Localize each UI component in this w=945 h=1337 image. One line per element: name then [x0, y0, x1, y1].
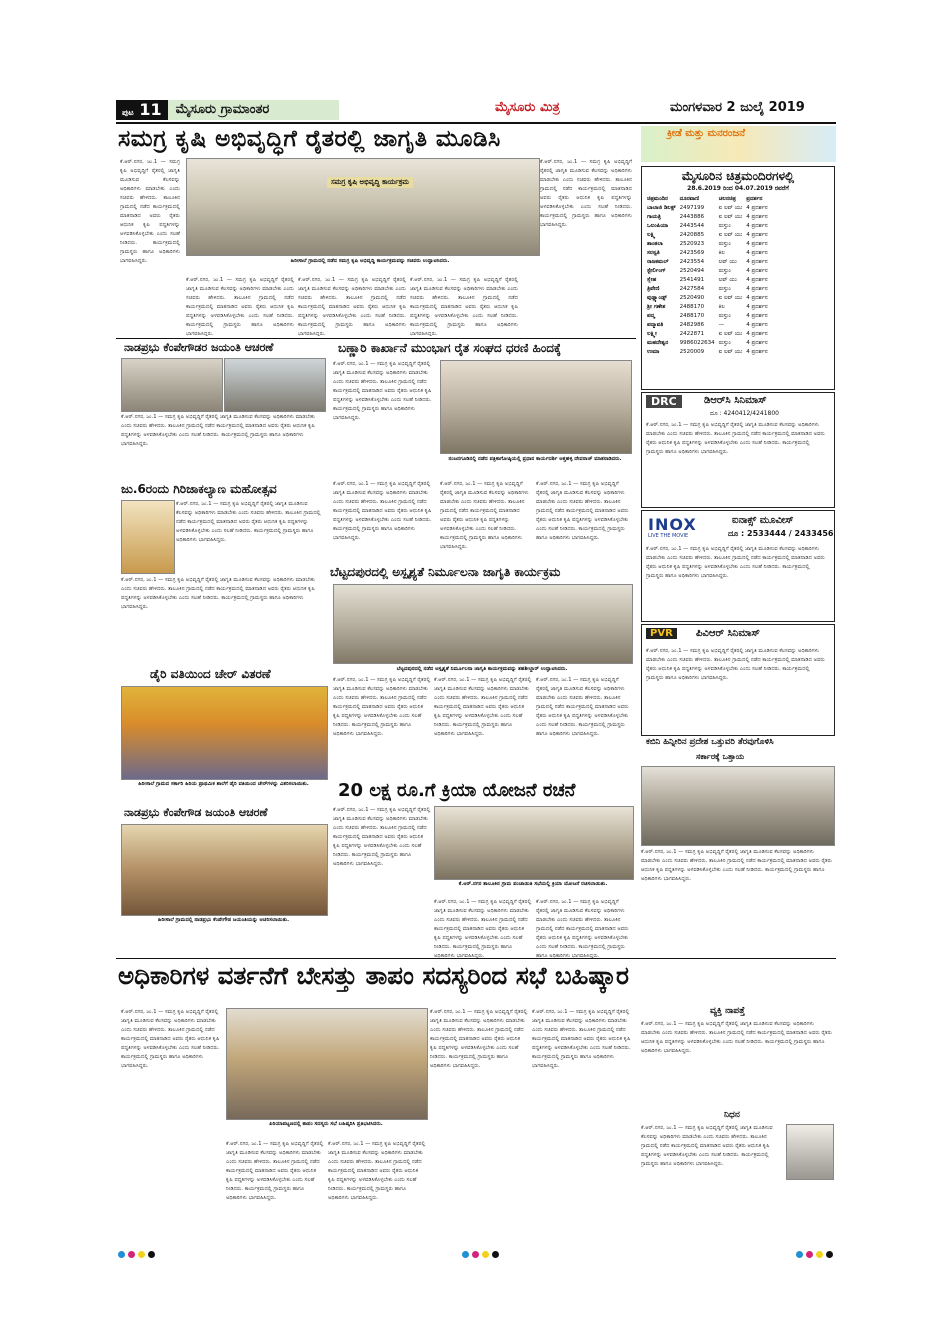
cinema-cell: ಕಿಲ — [718, 304, 725, 310]
main-story-photo — [186, 158, 540, 256]
cinema-row — [645, 240, 770, 249]
cinema-column-header: ಪ್ರದರ್ಶನ — [746, 196, 763, 202]
cinema-row — [645, 258, 770, 267]
girija-text: ಕೆ.ಆರ್.ನಗರ, ಜು.1 — ಸಮಗ್ರ ಕೃಷಿ ಅಭಿವೃದ್ಧಿಗೆ ರೈತರಲ್ಲಿ ಜಾಗೃತಿ ಮೂಡಿಸುವ ಕೆಲಸವನ್ನು ಅಧಿಕಾರಿಗಳು ಮಾಡಬೇಕು ಎಂದು ಸಚಿವರು ಹೇಳಿದರು. ತಾಲೂಕಿನ ಗ್ರಾಮದಲ್ಲಿ ನಡೆದ ಕಾರ್ಯಕ್ರಮದಲ್ಲಿ ಮಾತನಾಡಿದ ಅವರು ರೈತರು ಆಧುನಿಕ ಕೃಷಿ ಪದ್ಧತಿಗಳನ್ನು ಅಳವಡಿಸಿಕೊಳ್ಳಬೇಕು ಎಂದು ಸಲಹೆ ನೀಡಿದರು. ಕಾರ್ಯಕ್ರಮದಲ್ಲಿ ಗ್ರಾಮಸ್ಥರು ಹಾಗೂ ಅಧಿಕಾರಿಗಳು ಭಾಗವಹಿಸಿದ್ದರು. — [176, 501, 321, 543]
cinema-cell: ರುಸ್ತುಂ — [718, 340, 731, 346]
page-number: 11 — [139, 100, 162, 119]
cinema-cell: — — [718, 322, 725, 328]
kaveri-headline: ಕಬಿನಿ ಹಿನ್ನೀರಿನ ಪ್ರದೇಶ ಒತ್ತುವರಿ ತೆರವುಗೊಳಿಸಿ — [646, 737, 774, 747]
cinema-cell: ಐ ಲವ್ ಯು — [718, 349, 743, 355]
boycott-text-3: ಕೆ.ಆರ್.ನಗರ, ಜು.1 — ಸಮಗ್ರ ಕೃಷಿ ಅಭಿವೃದ್ಧಿಗೆ ರೈತರಲ್ಲಿ ಜಾಗೃತಿ ಮೂಡಿಸುವ ಕೆಲಸವನ್ನು ಅಧಿಕಾರಿಗಳು ಮಾಡಬೇಕು ಎಂದು ಸಚಿವರು ಹೇಳಿದರು. ತಾಲೂಕಿನ ಗ್ರಾಮದಲ್ಲಿ ನಡೆದ ಕಾರ್ಯಕ್ರಮದಲ್ಲಿ ಮಾತನಾಡಿದ ಅವರು ರೈತರು ಆಧುನಿಕ ಕೃಷಿ ಪದ್ಧತಿಗಳನ್ನು ಅಳವಡಿಸಿಕೊಳ್ಳಬೇಕು ಎಂದು ಸಲಹೆ ನೀಡಿದರು. ಕಾರ್ಯಕ್ರಮದಲ್ಲಿ ಗ್ರಾಮಸ್ಥರು ಹಾಗೂ ಅಧಿಕಾರಿಗಳು ಭಾಗವಹಿಸಿದ್ದರು. — [328, 1141, 426, 1201]
cinema-cell: ರುಸ್ತುಂ — [718, 241, 731, 247]
cinema-row — [645, 213, 770, 222]
drc-title: ಡಿಆರ್‌ಸಿ ಸಿನಿಮಾಸ್ — [704, 395, 767, 406]
cinema-cell: 9986022634 — [679, 340, 715, 346]
cinema-cell: ಐ ಲವ್ ಯು — [718, 331, 743, 337]
cinema-cell: 4 ಪ್ರದರ್ಶನ — [746, 304, 768, 310]
issue-date: ಮಂಗಳವಾರ 2 ಜುಲೈ 2019 — [670, 100, 805, 115]
drc-shows: ಕೆ.ಆರ್.ನಗರ, ಜು.1 — ಸಮಗ್ರ ಕೃಷಿ ಅಭಿವೃದ್ಧಿಗೆ ರೈತರಲ್ಲಿ ಜಾಗೃತಿ ಮೂಡಿಸುವ ಕೆಲಸವನ್ನು ಅಧಿಕಾರಿಗಳು ಮಾಡಬೇಕು ಎಂದು ಸಚಿವರು ಹೇಳಿದರು. ತಾಲೂಕಿನ ಗ್ರಾಮದಲ್ಲಿ ನಡೆದ ಕಾರ್ಯಕ್ರಮದಲ್ಲಿ ಮಾತನಾಡಿದ ಅವರು ರೈತರು ಆಧುನಿಕ ಕೃಷಿ ಪದ್ಧತಿಗಳನ್ನು ಅಳವಡಿಸಿಕೊಳ್ಳಬೇಕು ಎಂದು ಸಲಹೆ ನೀಡಿದರು. ಕಾರ್ಯಕ್ರಮದಲ್ಲಿ ಗ್ರಾಮಸ್ಥರು ಹಾಗೂ ಅಧಿಕಾರಿಗಳು ಭಾಗವಹಿಸಿದ್ದರು. — [646, 422, 825, 455]
cinema-cell: ಪದ್ಮ — [647, 313, 655, 319]
cinema-cell: 4 ಪ್ರದರ್ಶನ — [746, 349, 768, 355]
kempegowda-photo-1b — [224, 358, 326, 412]
action-plan-text-1: ಕೆ.ಆರ್.ನಗರ, ಜು.1 — ಸಮಗ್ರ ಕೃಷಿ ಅಭಿವೃದ್ಧಿಗೆ ರೈತರಲ್ಲಿ ಜಾಗೃತಿ ಮೂಡಿಸುವ ಕೆಲಸವನ್ನು ಅಧಿಕಾರಿಗಳು ಮಾಡಬೇಕು ಎಂದು ಸಚಿವರು ಹೇಳಿದರು. ತಾಲೂಕಿನ ಗ್ರಾಮದಲ್ಲಿ ನಡೆದ ಕಾರ್ಯಕ್ರಮದಲ್ಲಿ ಮಾತನಾಡಿದ ಅವರು ರೈತರು ಆಧುನಿಕ ಕೃಷಿ ಪದ್ಧತಿಗಳನ್ನು ಅಳವಡಿಸಿಕೊಳ್ಳಬೇಕು ಎಂದು ಸಲಹೆ ನೀಡಿದರು. ಕಾರ್ಯಕ್ರಮದಲ್ಲಿ ಗ್ರಾಮಸ್ಥರು ಹಾಗೂ ಅಧಿಕಾರಿಗಳು ಭಾಗವಹಿಸಿದ್ದರು. — [333, 807, 431, 867]
cinema-cell: 2420885 — [679, 232, 705, 238]
cinema-cell: ಒಲಂಪಿಯಾ — [647, 223, 669, 229]
drc-phone: ದೂ : 4240412/4241800 — [710, 410, 780, 417]
cheer-headline: ಡೈರಿ ವತಿಯಿಂದ ಚೇರ್ ವಿತರಣೆ — [150, 667, 271, 681]
cinema-cell: 2422871 — [679, 331, 705, 337]
cinema-cell: ಶ್ರೀ ಗಣೇಶ — [647, 304, 666, 310]
cinema-cell: ಸ್ನೇಹ — [647, 277, 657, 283]
inox-title: ಐನಾಕ್ಸ್ ಮೂವೀಸ್ — [732, 515, 794, 526]
main-story-col-4: ಕೆ.ಆರ್.ನಗರ, ಜು.1 — ಸಮಗ್ರ ಕೃಷಿ ಅಭಿವೃದ್ಧಿಗೆ ರೈತರಲ್ಲಿ ಜಾಗೃತಿ ಮೂಡಿಸುವ ಕೆಲಸವನ್ನು ಅಧಿಕಾರಿಗಳು ಮಾಡಬೇಕು ಎಂದು ಸಚಿವರು ಹೇಳಿದರು. ತಾಲೂಕಿನ ಗ್ರಾಮದಲ್ಲಿ ನಡೆದ ಕಾರ್ಯಕ್ರಮದಲ್ಲಿ ಮಾತನಾಡಿದ ಅವರು ರೈತರು ಆಧುನಿಕ ಕೃಷಿ ಪದ್ಧತಿಗಳನ್ನು ಅಳವಡಿಸಿಕೊಳ್ಳಬೇಕು ಎಂದು ಸಲಹೆ ನೀಡಿದರು. ಕಾರ್ಯಕ್ರಮದಲ್ಲಿ ಗ್ರಾಮಸ್ಥರು ಹಾಗೂ ಅಧಿಕಾರಿಗಳು ಭಾಗವಹಿಸಿದ್ದರು. — [410, 277, 518, 336]
cinema-column-header: ಚಿತ್ರಮಂದಿರ — [647, 196, 668, 202]
divider — [116, 338, 636, 339]
obituary-heading: ನಿಧನ — [724, 1110, 740, 1120]
cinema-cell: 4 ಪ್ರದರ್ಶನ — [746, 277, 768, 283]
page-number-badge — [116, 100, 168, 120]
cinema-cell: ರುಸ್ತುಂ — [718, 223, 731, 229]
girija-headline: ಜು.6ರಂದು ಗಿರಿಜಾಕಲ್ಯಾಣ ಮಹೋತ್ಸವ — [121, 482, 277, 496]
temple-photo — [121, 500, 175, 574]
cinema-cell: ಸರಸ್ವತಿ — [647, 250, 660, 256]
cinema-cell: 4 ಪ್ರದರ್ಶನ — [746, 331, 768, 337]
cinema-cell: ಮಹದೇಶ್ವರ — [647, 340, 669, 346]
cheer-caption: ಹಿರೀಸಾಲೆ ಗ್ರಾಮದ ಸರ್ಕಾರಿ ಹಿರಿಯ ಪ್ರಾಥಮಿಕ ಶಾಲೆಗೆ ಡೈರಿ ವತಿಯಿಂದ ಚೇರ್‌ಗಳನ್ನು ವಿತರಿಸಲಾಯಿತು. — [138, 781, 309, 787]
kempegowda-photo-2 — [121, 824, 328, 916]
cinema-row — [645, 231, 770, 240]
cinema-cell: ಕಿಲ — [718, 250, 725, 256]
cinema-cell: ಶಾಂತಲಾ — [647, 241, 663, 247]
kempegowda-caption-2: ಹಿರೀಸಾಲೆ ಗ್ರಾಮದಲ್ಲಿ ನಾಡಪ್ರಭು ಕೆಂಪೇಗೌಡ ಜಯಂತಿಯನ್ನು ಆಚರಿಸಲಾಯಿತು. — [157, 917, 290, 923]
pvr-box — [641, 624, 835, 736]
main-photo-caption: ಹಿರೀಸಾಲೆ ಗ್ರಾಮದಲ್ಲಿ ನಡೆದ ಸಮಗ್ರ ಕೃಷಿ ಅಭಿವೃದ್ಧಿ ಕಾರ್ಯಕ್ರಮವನ್ನು ಸಚಿವರು ಉದ್ಘಾಟಿಸಿದರು. — [290, 258, 450, 264]
kempegowda-headline-2: ನಾಡಪ್ರಭು ಕೆಂಪೇಗೌಡ ಜಯಂತಿ ಆಚರಣೆ — [124, 806, 268, 819]
cinema-cell: ಲವ್ ಯು — [718, 259, 737, 265]
cinema-row — [645, 321, 770, 330]
cinema-column-header: ದೂರವಾಣಿ — [679, 196, 699, 202]
cinema-cell: 2520490 — [679, 295, 705, 301]
main-story-col-2: ಕೆ.ಆರ್.ನಗರ, ಜು.1 — ಸಮಗ್ರ ಕೃಷಿ ಅಭಿವೃದ್ಧಿಗೆ ರೈತರಲ್ಲಿ ಜಾಗೃತಿ ಮೂಡಿಸುವ ಕೆಲಸವನ್ನು ಅಧಿಕಾರಿಗಳು ಮಾಡಬೇಕು ಎಂದು ಸಚಿವರು ಹೇಳಿದರು. ತಾಲೂಕಿನ ಗ್ರಾಮದಲ್ಲಿ ನಡೆದ ಕಾರ್ಯಕ್ರಮದಲ್ಲಿ ಮಾತನಾಡಿದ ಅವರು ರೈತರು ಆಧುನಿಕ ಕೃಷಿ ಪದ್ಧತಿಗಳನ್ನು ಅಳವಡಿಸಿಕೊಳ್ಳಬೇಕು ಎಂದು ಸಲಹೆ ನೀಡಿದರು. ಕಾರ್ಯಕ್ರಮದಲ್ಲಿ ಗ್ರಾಮಸ್ಥರು ಹಾಗೂ ಅಧಿಕಾರಿಗಳು ಭಾಗವಹಿಸಿದ್ದರು. — [186, 277, 294, 336]
cinema-cell: ರುಸ್ತುಂ — [718, 313, 731, 319]
cinema-cell: 4 ಪ್ರದರ್ಶನ — [746, 340, 768, 346]
cinema-cell: ಉಮಾ — [647, 349, 660, 355]
inox-box — [641, 510, 835, 622]
cinema-row — [645, 303, 770, 312]
cinema-cell: 2423569 — [679, 250, 705, 256]
cinema-row — [645, 276, 770, 285]
cinema-cell: 2488170 — [679, 304, 705, 310]
farmers-text-4: ಕೆ.ಆರ್.ನಗರ, ಜು.1 — ಸಮಗ್ರ ಕೃಷಿ ಅಭಿವೃದ್ಧಿಗೆ ರೈತರಲ್ಲಿ ಜಾಗೃತಿ ಮೂಡಿಸುವ ಕೆಲಸವನ್ನು ಅಧಿಕಾರಿಗಳು ಮಾಡಬೇಕು ಎಂದು ಸಚಿವರು ಹೇಳಿದರು. ತಾಲೂಕಿನ ಗ್ರಾಮದಲ್ಲಿ ನಡೆದ ಕಾರ್ಯಕ್ರಮದಲ್ಲಿ ಮಾತನಾಡಿದ ಅವರು ರೈತರು ಆಧುನಿಕ ಕೃಷಿ ಪದ್ಧತಿಗಳನ್ನು ಅಳವಡಿಸಿಕೊಳ್ಳಬೇಕು ಎಂದು ಸಲಹೆ ನೀಡಿದರು. ಕಾರ್ಯಕ್ರಮದಲ್ಲಿ ಗ್ರಾಮಸ್ಥರು ಹಾಗೂ ಅಧಿಕಾರಿಗಳು ಭಾಗವಹಿಸಿದ್ದರು. — [536, 481, 629, 541]
cinema-table — [645, 195, 770, 357]
section-name: ಮೈಸೂರು ಗ್ರಾಮಾಂತರ — [168, 100, 340, 120]
registration-marks-center — [462, 1243, 502, 1262]
action-plan-text-2: ಕೆ.ಆರ್.ನಗರ, ಜು.1 — ಸಮಗ್ರ ಕೃಷಿ ಅಭಿವೃದ್ಧಿಗೆ ರೈತರಲ್ಲಿ ಜಾಗೃತಿ ಮೂಡಿಸುವ ಕೆಲಸವನ್ನು ಅಧಿಕಾರಿಗಳು ಮಾಡಬೇಕು ಎಂದು ಸಚಿವರು ಹೇಳಿದರು. ತಾಲೂಕಿನ ಗ್ರಾಮದಲ್ಲಿ ನಡೆದ ಕಾರ್ಯಕ್ರಮದಲ್ಲಿ ಮಾತನಾಡಿದ ಅವರು ರೈತರು ಆಧುನಿಕ ಕೃಷಿ ಪದ್ಧತಿಗಳನ್ನು ಅಳವಡಿಸಿಕೊಳ್ಳಬೇಕು ಎಂದು ಸಲಹೆ ನೀಡಿದರು. ಕಾರ್ಯಕ್ರಮದಲ್ಲಿ ಗ್ರಾಮಸ್ಥರು ಹಾಗೂ ಅಧಿಕಾರಿಗಳು ಭಾಗವಹಿಸಿದ್ದರು. — [434, 899, 532, 958]
inox-shows: ಕೆ.ಆರ್.ನಗರ, ಜು.1 — ಸಮಗ್ರ ಕೃಷಿ ಅಭಿವೃದ್ಧಿಗೆ ರೈತರಲ್ಲಿ ಜಾಗೃತಿ ಮೂಡಿಸುವ ಕೆಲಸವನ್ನು ಅಧಿಕಾರಿಗಳು ಮಾಡಬೇಕು ಎಂದು ಸಚಿವರು ಹೇಳಿದರು. ತಾಲೂಕಿನ ಗ್ರಾಮದಲ್ಲಿ ನಡೆದ ಕಾರ್ಯಕ್ರಮದಲ್ಲಿ ಮಾತನಾಡಿದ ಅವರು ರೈತರು ಆಧುನಿಕ ಕೃಷಿ ಪದ್ಧತಿಗಳನ್ನು ಅಳವಡಿಸಿಕೊಳ್ಳಬೇಕು ಎಂದು ಸಲಹೆ ನೀಡಿದರು. ಕಾರ್ಯಕ್ರಮದಲ್ಲಿ ಗ್ರಾಮಸ್ಥರು ಹಾಗೂ ಅಧಿಕಾರಿಗಳು ಭಾಗವಹಿಸಿದ್ದರು. — [646, 546, 825, 579]
cinema-cell: ರುಸ್ತುಂ — [718, 286, 731, 292]
action-plan-headline: 20 ಲಕ್ಷ ರೂ.ಗೆ ಕ್ರಿಯಾ ಯೋಜನೆ ರಚನೆ — [338, 780, 576, 801]
divider — [116, 958, 836, 959]
cinema-cell: 2520009 — [679, 349, 705, 355]
boycott-text-5: ಕೆ.ಆರ್.ನಗರ, ಜು.1 — ಸಮಗ್ರ ಕೃಷಿ ಅಭಿವೃದ್ಧಿಗೆ ರೈತರಲ್ಲಿ ಜಾಗೃತಿ ಮೂಡಿಸುವ ಕೆಲಸವನ್ನು ಅಧಿಕಾರಿಗಳು ಮಾಡಬೇಕು ಎಂದು ಸಚಿವರು ಹೇಳಿದರು. ತಾಲೂಕಿನ ಗ್ರಾಮದಲ್ಲಿ ನಡೆದ ಕಾರ್ಯಕ್ರಮದಲ್ಲಿ ಮಾತನಾಡಿದ ಅವರು ರೈತರು ಆಧುನಿಕ ಕೃಷಿ ಪದ್ಧತಿಗಳನ್ನು ಅಳವಡಿಸಿಕೊಳ್ಳಬೇಕು ಎಂದು ಸಲಹೆ ನೀಡಿದರು. ಕಾರ್ಯಕ್ರಮದಲ್ಲಿ ಗ್ರಾಮಸ್ಥರು ಹಾಗೂ ಅಧಿಕಾರಿಗಳು ಭಾಗವಹಿಸಿದ್ದರು. — [532, 1009, 631, 1069]
sports-banner-title: ಕ್ರೀಡೆ ಮತ್ತು ಮನರಂಜನೆ — [667, 128, 746, 139]
cinema-row — [645, 285, 770, 294]
boycott-text-2: ಕೆ.ಆರ್.ನಗರ, ಜು.1 — ಸಮಗ್ರ ಕೃಷಿ ಅಭಿವೃದ್ಧಿಗೆ ರೈತರಲ್ಲಿ ಜಾಗೃತಿ ಮೂಡಿಸುವ ಕೆಲಸವನ್ನು ಅಧಿಕಾರಿಗಳು ಮಾಡಬೇಕು ಎಂದು ಸಚಿವರು ಹೇಳಿದರು. ತಾಲೂಕಿನ ಗ್ರಾಮದಲ್ಲಿ ನಡೆದ ಕಾರ್ಯಕ್ರಮದಲ್ಲಿ ಮಾತನಾಡಿದ ಅವರು ರೈತರು ಆಧುನಿಕ ಕೃಷಿ ಪದ್ಧತಿಗಳನ್ನು ಅಳವಡಿಸಿಕೊಳ್ಳಬೇಕು ಎಂದು ಸಲಹೆ ನೀಡಿದರು. ಕಾರ್ಯಕ್ರಮದಲ್ಲಿ ಗ್ರಾಮಸ್ಥರು ಹಾಗೂ ಅಧಿಕಾರಿಗಳು ಭಾಗವಹಿಸಿದ್ದರು. — [226, 1141, 324, 1201]
cinema-cell: ಐ ಲವ್ ಯು — [718, 232, 743, 238]
boycott-photo — [226, 1008, 428, 1120]
missing-text: ಕೆ.ಆರ್.ನಗರ, ಜು.1 — ಸಮಗ್ರ ಕೃಷಿ ಅಭಿವೃದ್ಧಿಗೆ ರೈತರಲ್ಲಿ ಜಾಗೃತಿ ಮೂಡಿಸುವ ಕೆಲಸವನ್ನು ಅಧಿಕಾರಿಗಳು ಮಾಡಬೇಕು ಎಂದು ಸಚಿವರು ಹೇಳಿದರು. ತಾಲೂಕಿನ ಗ್ರಾಮದಲ್ಲಿ ನಡೆದ ಕಾರ್ಯಕ್ರಮದಲ್ಲಿ ಮಾತನಾಡಿದ ಅವರು ರೈತರು ಆಧುನಿಕ ಕೃಷಿ ಪದ್ಧತಿಗಳನ್ನು ಅಳವಡಿಸಿಕೊಳ್ಳಬೇಕು ಎಂದು ಸಲಹೆ ನೀಡಿದರು. ಕಾರ್ಯಕ್ರಮದಲ್ಲಿ ಗ್ರಾಮಸ್ಥರು ಹಾಗೂ ಅಧಿಕಾರಿಗಳು ಭಾಗವಹಿಸಿದ್ದರು. — [641, 1021, 833, 1054]
betta-text-1: ಕೆ.ಆರ್.ನಗರ, ಜು.1 — ಸಮಗ್ರ ಕೃಷಿ ಅಭಿವೃದ್ಧಿಗೆ ರೈತರಲ್ಲಿ ಜಾಗೃತಿ ಮೂಡಿಸುವ ಕೆಲಸವನ್ನು ಅಧಿಕಾರಿಗಳು ಮಾಡಬೇಕು ಎಂದು ಸಚಿವರು ಹೇಳಿದರು. ತಾಲೂಕಿನ ಗ್ರಾಮದಲ್ಲಿ ನಡೆದ ಕಾರ್ಯಕ್ರಮದಲ್ಲಿ ಮಾತನಾಡಿದ ಅವರು ರೈತರು ಆಧುನಿಕ ಕೃಷಿ ಪದ್ಧತಿಗಳನ್ನು ಅಳವಡಿಸಿಕೊಳ್ಳಬೇಕು ಎಂದು ಸಲಹೆ ನೀಡಿದರು. ಕಾರ್ಯಕ್ರಮದಲ್ಲಿ ಗ್ರಾಮಸ್ಥರು ಹಾಗೂ ಅಧಿಕಾರಿಗಳು ಭಾಗವಹಿಸಿದ್ದರು. — [333, 677, 431, 737]
cinema-row — [645, 249, 770, 258]
registration-marks-left — [118, 1243, 158, 1262]
farmers-headline: ಬಣ್ಣಾರಿ ಕಾರ್ಖಾನೆ ಮುಂಭಾಗ ರೈತ ಸಂಘದ ಧರಣಿ ಹಿಂದಕ್ಕೆ — [338, 341, 561, 355]
cinema-cell: ಐ ಲವ್ ಯು — [718, 205, 743, 211]
cinema-cell: 4 ಪ್ರದರ್ಶನ — [746, 286, 768, 292]
cinema-cell: 4 ಪ್ರದರ್ಶನ — [746, 268, 768, 274]
cinema-cell: 2423554 — [679, 259, 705, 265]
cinema-row — [645, 222, 770, 231]
cinema-cell: ಪದ್ಮಾವತಿ — [647, 322, 664, 328]
farmers-caption: ನಂಜನಗೂಡಿನಲ್ಲಿ ನಡೆದ ಪತ್ರಿಕಾಗೋಷ್ಠಿಯಲ್ಲಿ ಪ್ರಧಾನ ಕಾರ್ಯದರ್ಶಿ ಅತ್ತಹಳ್ಳಿ ದೇವರಾಜ್ ಮಾತನಾಡಿದರು. — [448, 456, 622, 462]
cinema-cell: 4 ಪ್ರದರ್ಶನ — [746, 214, 768, 220]
cinema-title: ಮೈಸೂರಿನ ಚಿತ್ರಮಂದಿರಗಳಲ್ಲಿ — [681, 169, 795, 183]
cinema-cell: 2427584 — [679, 286, 705, 292]
inox-logo: INOX — [648, 515, 697, 534]
kaveri-text: ಕೆ.ಆರ್.ನಗರ, ಜು.1 — ಸಮಗ್ರ ಕೃಷಿ ಅಭಿವೃದ್ಧಿಗೆ ರೈತರಲ್ಲಿ ಜಾಗೃತಿ ಮೂಡಿಸುವ ಕೆಲಸವನ್ನು ಅಧಿಕಾರಿಗಳು ಮಾಡಬೇಕು ಎಂದು ಸಚಿವರು ಹೇಳಿದರು. ತಾಲೂಕಿನ ಗ್ರಾಮದಲ್ಲಿ ನಡೆದ ಕಾರ್ಯಕ್ರಮದಲ್ಲಿ ಮಾತನಾಡಿದ ಅವರು ರೈತರು ಆಧುನಿಕ ಕೃಷಿ ಪದ್ಧತಿಗಳನ್ನು ಅಳವಡಿಸಿಕೊಳ್ಳಬೇಕು ಎಂದು ಸಲಹೆ ನೀಡಿದರು. ಕಾರ್ಯಕ್ರಮದಲ್ಲಿ ಗ್ರಾಮಸ್ಥರು ಹಾಗೂ ಅಧಿಕಾರಿಗಳು ಭಾಗವಹಿಸಿದ್ದರು. — [641, 849, 833, 882]
cinema-cell: ಐ ಲವ್ ಯು — [718, 295, 743, 301]
cinema-period: 28.6.2019 ರಿಂದ 04.07.2019 ರವರೆಗೆ — [687, 185, 789, 192]
action-plan-text-3: ಕೆ.ಆರ್.ನಗರ, ಜು.1 — ಸಮಗ್ರ ಕೃಷಿ ಅಭಿವೃದ್ಧಿಗೆ ರೈತರಲ್ಲಿ ಜಾಗೃತಿ ಮೂಡಿಸುವ ಕೆಲಸವನ್ನು ಅಧಿಕಾರಿಗಳು ಮಾಡಬೇಕು ಎಂದು ಸಚಿವರು ಹೇಳಿದರು. ತಾಲೂಕಿನ ಗ್ರಾಮದಲ್ಲಿ ನಡೆದ ಕಾರ್ಯಕ್ರಮದಲ್ಲಿ ಮಾತನಾಡಿದ ಅವರು ರೈತರು ಆಧುನಿಕ ಕೃಷಿ ಪದ್ಧತಿಗಳನ್ನು ಅಳವಡಿಸಿಕೊಳ್ಳಬೇಕು ಎಂದು ಸಲಹೆ ನೀಡಿದರು. ಕಾರ್ಯಕ್ರಮದಲ್ಲಿ ಗ್ರಾಮಸ್ಥರು ಹಾಗೂ ಅಧಿಕಾರಿಗಳು ಭಾಗವಹಿಸಿದ್ದರು. — [536, 899, 629, 958]
cinema-cell: 4 ಪ್ರದರ್ಶನ — [746, 241, 768, 247]
header-rule — [116, 122, 836, 124]
cinema-listing-box — [641, 166, 835, 390]
obituary-photo — [786, 1124, 834, 1180]
cinema-row — [645, 339, 770, 348]
cinema-row — [645, 294, 770, 303]
event-banner: ಸಮಗ್ರ ಕೃಷಿ ಅಭಿವೃದ್ಧಿ ಕಾರ್ಯಕ್ರಮ — [327, 177, 413, 188]
cinema-row — [645, 330, 770, 339]
boycott-caption: ಪಿರಿಯಾಪಟ್ಟಣದಲ್ಲಿ ತಾಪಂ ಸದಸ್ಯರು ಸಭೆ ಬಹಿಷ್ಕರಿಸಿ ಪ್ರತಿಭಟಿಸಿದರು. — [269, 1121, 383, 1127]
cinema-row — [645, 312, 770, 321]
cinema-cell: ರಾಜಕಮಲ್ — [647, 259, 669, 265]
cinema-row — [645, 267, 770, 276]
cinema-cell: 4 ಪ್ರದರ್ಶನ — [746, 232, 768, 238]
kempegowda-text-1: ಕೆ.ಆರ್.ನಗರ, ಜು.1 — ಸಮಗ್ರ ಕೃಷಿ ಅಭಿವೃದ್ಧಿಗೆ ರೈತರಲ್ಲಿ ಜಾಗೃತಿ ಮೂಡಿಸುವ ಕೆಲಸವನ್ನು ಅಧಿಕಾರಿಗಳು ಮಾಡಬೇಕು ಎಂದು ಸಚಿವರು ಹೇಳಿದರು. ತಾಲೂಕಿನ ಗ್ರಾಮದಲ್ಲಿ ನಡೆದ ಕಾರ್ಯಕ್ರಮದಲ್ಲಿ ಮಾತನಾಡಿದ ಅವರು ರೈತರು ಆಧುನಿಕ ಕೃಷಿ ಪದ್ಧತಿಗಳನ್ನು ಅಳವಡಿಸಿಕೊಳ್ಳಬೇಕು ಎಂದು ಸಲಹೆ ನೀಡಿದರು. ಕಾರ್ಯಕ್ರಮದಲ್ಲಿ ಗ್ರಾಮಸ್ಥರು ಹಾಗೂ ಅಧಿಕಾರಿಗಳು ಭಾಗವಹಿಸಿದ್ದರು. — [121, 414, 315, 447]
kempegowda-headline-1: ನಾಡಪ್ರಭು ಕೆಂಪೇಗೌಡರ ಜಯಂತಿ ಆಚರಣೆ — [124, 341, 274, 354]
farmers-text-2: ಕೆ.ಆರ್.ನಗರ, ಜು.1 — ಸಮಗ್ರ ಕೃಷಿ ಅಭಿವೃದ್ಧಿಗೆ ರೈತರಲ್ಲಿ ಜಾಗೃತಿ ಮೂಡಿಸುವ ಕೆಲಸವನ್ನು ಅಧಿಕಾರಿಗಳು ಮಾಡಬೇಕು ಎಂದು ಸಚಿವರು ಹೇಳಿದರು. ತಾಲೂಕಿನ ಗ್ರಾಮದಲ್ಲಿ ನಡೆದ ಕಾರ್ಯಕ್ರಮದಲ್ಲಿ ಮಾತನಾಡಿದ ಅವರು ರೈತರು ಆಧುನಿಕ ಕೃಷಿ ಪದ್ಧತಿಗಳನ್ನು ಅಳವಡಿಸಿಕೊಳ್ಳಬೇಕು ಎಂದು ಸಲಹೆ ನೀಡಿದರು. ಕಾರ್ಯಕ್ರಮದಲ್ಲಿ ಗ್ರಾಮಸ್ಥರು ಹಾಗೂ ಅಧಿಕಾರಿಗಳು ಭಾಗವಹಿಸಿದ್ದರು. — [333, 481, 432, 541]
cinema-cell: 2482986 — [679, 322, 705, 328]
drc-logo: DRC — [646, 395, 682, 408]
cinema-cell: ತ್ರಿವೇಣಿ — [647, 286, 660, 292]
pvr-logo: PVR — [646, 628, 677, 639]
betta-caption: ಬೆಟ್ಟದಪುರದಲ್ಲಿ ನಡೆದ ಅಸ್ಪೃಶ್ಯತೆ ನಿರ್ಮೂಲನಾ ಜಾಗೃತಿ ಕಾರ್ಯಕ್ರಮವನ್ನು ತಹಶೀಲ್ದಾರ್ ಉದ್ಘಾಟಿಸಿದರು. — [396, 666, 568, 672]
cinema-cell: ಸ್ಟೇರ್ಲಿಂಗ್ — [647, 268, 666, 274]
page-label: ಪುಟ — [122, 108, 134, 117]
cinema-cell: 2488170 — [679, 313, 705, 319]
boycott-text-4: ಕೆ.ಆರ್.ನಗರ, ಜು.1 — ಸಮಗ್ರ ಕೃಷಿ ಅಭಿವೃದ್ಧಿಗೆ ರೈತರಲ್ಲಿ ಜಾಗೃತಿ ಮೂಡಿಸುವ ಕೆಲಸವನ್ನು ಅಧಿಕಾರಿಗಳು ಮಾಡಬೇಕು ಎಂದು ಸಚಿವರು ಹೇಳಿದರು. ತಾಲೂಕಿನ ಗ್ರಾಮದಲ್ಲಿ ನಡೆದ ಕಾರ್ಯಕ್ರಮದಲ್ಲಿ ಮಾತನಾಡಿದ ಅವರು ರೈತರು ಆಧುನಿಕ ಕೃಷಿ ಪದ್ಧತಿಗಳನ್ನು ಅಳವಡಿಸಿಕೊಳ್ಳಬೇಕು ಎಂದು ಸಲಹೆ ನೀಡಿದರು. ಕಾರ್ಯಕ್ರಮದಲ್ಲಿ ಗ್ರಾಮಸ್ಥರು ಹಾಗೂ ಅಧಿಕಾರಿಗಳು ಭಾಗವಹಿಸಿದ್ದರು. — [430, 1009, 528, 1069]
farmers-photo — [440, 360, 632, 454]
cinema-cell: ಲಕ್ಷ್ಮಿ — [647, 232, 656, 238]
cinema-cell: 2541491 — [679, 277, 705, 283]
cheer-photo — [121, 686, 328, 780]
inox-phone: ದೂ : 2533444 / 2433456 — [728, 529, 834, 538]
main-story-col-1: ಕೆ.ಆರ್.ನಗರ, ಜು.1 — ಸಮಗ್ರ ಕೃಷಿ ಅಭಿವೃದ್ಧಿಗೆ ರೈತರಲ್ಲಿ ಜಾಗೃತಿ ಮೂಡಿಸುವ ಕೆಲಸವನ್ನು ಅಧಿಕಾರಿಗಳು ಮಾಡಬೇಕು ಎಂದು ಸಚಿವರು ಹೇಳಿದರು. ತಾಲೂಕಿನ ಗ್ರಾಮದಲ್ಲಿ ನಡೆದ ಕಾರ್ಯಕ್ರಮದಲ್ಲಿ ಮಾತನಾಡಿದ ಅವರು ರೈತರು ಆಧುನಿಕ ಕೃಷಿ ಪದ್ಧತಿಗಳನ್ನು ಅಳವಡಿಸಿಕೊಳ್ಳಬೇಕು ಎಂದು ಸಲಹೆ ನೀಡಿದರು. ಕಾರ್ಯಕ್ರಮದಲ್ಲಿ ಗ್ರಾಮಸ್ಥರು ಹಾಗೂ ಅಧಿಕಾರಿಗಳು ಭಾಗವಹಿಸಿದ್ದರು. — [120, 159, 180, 264]
inox-tagline: LIVE THE MOVIE — [648, 533, 689, 539]
main-story-col-5: ಕೆ.ಆರ್.ನಗರ, ಜು.1 — ಸಮಗ್ರ ಕೃಷಿ ಅಭಿವೃದ್ಧಿಗೆ ರೈತರಲ್ಲಿ ಜಾಗೃತಿ ಮೂಡಿಸುವ ಕೆಲಸವನ್ನು ಅಧಿಕಾರಿಗಳು ಮಾಡಬೇಕು ಎಂದು ಸಚಿವರು ಹೇಳಿದರು. ತಾಲೂಕಿನ ಗ್ರಾಮದಲ್ಲಿ ನಡೆದ ಕಾರ್ಯಕ್ರಮದಲ್ಲಿ ಮಾತನಾಡಿದ ಅವರು ರೈತರು ಆಧುನಿಕ ಕೃಷಿ ಪದ್ಧತಿಗಳನ್ನು ಅಳವಡಿಸಿಕೊಳ್ಳಬೇಕು ಎಂದು ಸಲಹೆ ನೀಡಿದರು. ಕಾರ್ಯಕ್ರಮದಲ್ಲಿ ಗ್ರಾಮಸ್ಥರು ಹಾಗೂ ಅಧಿಕಾರಿಗಳು ಭಾಗವಹಿಸಿದ್ದರು. — [540, 159, 632, 228]
cinema-cell: ಐ ಲವ್ ಯು — [718, 214, 743, 220]
kaveri-photo — [641, 766, 835, 846]
cinema-row — [645, 348, 770, 357]
farmers-text-3: ಕೆ.ಆರ್.ನಗರ, ಜು.1 — ಸಮಗ್ರ ಕೃಷಿ ಅಭಿವೃದ್ಧಿಗೆ ರೈತರಲ್ಲಿ ಜಾಗೃತಿ ಮೂಡಿಸುವ ಕೆಲಸವನ್ನು ಅಧಿಕಾರಿಗಳು ಮಾಡಬೇಕು ಎಂದು ಸಚಿವರು ಹೇಳಿದರು. ತಾಲೂಕಿನ ಗ್ರಾಮದಲ್ಲಿ ನಡೆದ ಕಾರ್ಯಕ್ರಮದಲ್ಲಿ ಮಾತನಾಡಿದ ಅವರು ರೈತರು ಆಧುನಿಕ ಕೃಷಿ ಪದ್ಧತಿಗಳನ್ನು ಅಳವಡಿಸಿಕೊಳ್ಳಬೇಕು ಎಂದು ಸಲಹೆ ನೀಡಿದರು. ಕಾರ್ಯಕ್ರಮದಲ್ಲಿ ಗ್ರಾಮಸ್ಥರು ಹಾಗೂ ಅಧಿಕಾರಿಗಳು ಭಾಗವಹಿಸಿದ್ದರು. — [440, 481, 529, 550]
sports-banner — [641, 126, 836, 162]
cinema-cell: ರುಸ್ತುಂ — [718, 268, 731, 274]
kempegowda-photo-1a — [121, 358, 223, 412]
cinema-cell: 4 ಪ್ರದರ್ಶನ — [746, 223, 768, 229]
paper-logo: ಮೈಸೂರು ಮಿತ್ರ — [495, 100, 560, 115]
cinema-cell: 2520923 — [679, 241, 705, 247]
page-header-left — [116, 100, 339, 120]
main-story-col-3: ಕೆ.ಆರ್.ನಗರ, ಜು.1 — ಸಮಗ್ರ ಕೃಷಿ ಅಭಿವೃದ್ಧಿಗೆ ರೈತರಲ್ಲಿ ಜಾಗೃತಿ ಮೂಡಿಸುವ ಕೆಲಸವನ್ನು ಅಧಿಕಾರಿಗಳು ಮಾಡಬೇಕು ಎಂದು ಸಚಿವರು ಹೇಳಿದರು. ತಾಲೂಕಿನ ಗ್ರಾಮದಲ್ಲಿ ನಡೆದ ಕಾರ್ಯಕ್ರಮದಲ್ಲಿ ಮಾತನಾಡಿದ ಅವರು ರೈತರು ಆಧುನಿಕ ಕೃಷಿ ಪದ್ಧತಿಗಳನ್ನು ಅಳವಡಿಸಿಕೊಳ್ಳಬೇಕು ಎಂದು ಸಲಹೆ ನೀಡಿದರು. ಕಾರ್ಯಕ್ರಮದಲ್ಲಿ ಗ್ರಾಮಸ್ಥರು ಹಾಗೂ ಅಧಿಕಾರಿಗಳು ಭಾಗವಹಿಸಿದ್ದರು. — [298, 277, 406, 336]
registration-marks-right — [796, 1243, 836, 1262]
boycott-text-1: ಕೆ.ಆರ್.ನಗರ, ಜು.1 — ಸಮಗ್ರ ಕೃಷಿ ಅಭಿವೃದ್ಧಿಗೆ ರೈತರಲ್ಲಿ ಜಾಗೃತಿ ಮೂಡಿಸುವ ಕೆಲಸವನ್ನು ಅಧಿಕಾರಿಗಳು ಮಾಡಬೇಕು ಎಂದು ಸಚಿವರು ಹೇಳಿದರು. ತಾಲೂಕಿನ ಗ್ರಾಮದಲ್ಲಿ ನಡೆದ ಕಾರ್ಯಕ್ರಮದಲ್ಲಿ ಮಾತನಾಡಿದ ಅವರು ರೈತರು ಆಧುನಿಕ ಕೃಷಿ ಪದ್ಧತಿಗಳನ್ನು ಅಳವಡಿಸಿಕೊಳ್ಳಬೇಕು ಎಂದು ಸಲಹೆ ನೀಡಿದರು. ಕಾರ್ಯಕ್ರಮದಲ್ಲಿ ಗ್ರಾಮಸ್ಥರು ಹಾಗೂ ಅಧಿಕಾರಿಗಳು ಭಾಗವಹಿಸಿದ್ದರು. — [121, 1009, 220, 1069]
betta-photo — [333, 584, 633, 664]
betta-text-3: ಕೆ.ಆರ್.ನಗರ, ಜು.1 — ಸಮಗ್ರ ಕೃಷಿ ಅಭಿವೃದ್ಧಿಗೆ ರೈತರಲ್ಲಿ ಜಾಗೃತಿ ಮೂಡಿಸುವ ಕೆಲಸವನ್ನು ಅಧಿಕಾರಿಗಳು ಮಾಡಬೇಕು ಎಂದು ಸಚಿವರು ಹೇಳಿದರು. ತಾಲೂಕಿನ ಗ್ರಾಮದಲ್ಲಿ ನಡೆದ ಕಾರ್ಯಕ್ರಮದಲ್ಲಿ ಮಾತನಾಡಿದ ಅವರು ರೈತರು ಆಧುನಿಕ ಕೃಷಿ ಪದ್ಧತಿಗಳನ್ನು ಅಳವಡಿಸಿಕೊಳ್ಳಬೇಕು ಎಂದು ಸಲಹೆ ನೀಡಿದರು. ಕಾರ್ಯಕ್ರಮದಲ್ಲಿ ಗ್ರಾಮಸ್ಥರು ಹಾಗೂ ಅಧಿಕಾರಿಗಳು ಭಾಗವಹಿಸಿದ್ದರು. — [536, 677, 629, 737]
cinema-cell: 4 ಪ್ರದರ್ಶನ — [746, 313, 768, 319]
main-headline: ಸಮಗ್ರ ಕೃಷಿ ಅಭಿವೃದ್ಧಿಗೆ ರೈತರಲ್ಲಿ ಜಾಗೃತಿ ಮೂಡಿಸಿ — [118, 126, 501, 152]
betta-headline: ಬೆಟ್ಟದಪುರದಲ್ಲಿ ಅಸ್ಪೃಶ್ಯತೆ ನಿರ್ಮೂಲನಾ ಜಾಗೃತಿ ಕಾರ್ಯಕ್ರಮ — [330, 565, 561, 579]
boycott-headline: ಅಧಿಕಾರಿಗಳ ವರ್ತನೆಗೆ ಬೇಸತ್ತು ತಾಪಂ ಸದಸ್ಯರಿಂದ ಸಭೆ ಬಹಿಷ್ಕಾರ — [118, 961, 629, 990]
cinema-column-header: ಚಲನಚಿತ್ರ — [718, 196, 736, 202]
cinema-cell: 4 ಪ್ರದರ್ಶನ — [746, 250, 768, 256]
cinema-cell: ಗಾಯತ್ರಿ — [647, 214, 661, 220]
cinema-cell: 4 ಪ್ರದರ್ಶನ — [746, 295, 768, 301]
farmers-text-1: ಕೆ.ಆರ್.ನಗರ, ಜು.1 — ಸಮಗ್ರ ಕೃಷಿ ಅಭಿವೃದ್ಧಿಗೆ ರೈತರಲ್ಲಿ ಜಾಗೃತಿ ಮೂಡಿಸುವ ಕೆಲಸವನ್ನು ಅಧಿಕಾರಿಗಳು ಮಾಡಬೇಕು ಎಂದು ಸಚಿವರು ಹೇಳಿದರು. ತಾಲೂಕಿನ ಗ್ರಾಮದಲ್ಲಿ ನಡೆದ ಕಾರ್ಯಕ್ರಮದಲ್ಲಿ ಮಾತನಾಡಿದ ಅವರು ರೈತರು ಆಧುನಿಕ ಕೃಷಿ ಪದ್ಧತಿಗಳನ್ನು ಅಳವಡಿಸಿಕೊಳ್ಳಬೇಕು ಎಂದು ಸಲಹೆ ನೀಡಿದರು. ಕಾರ್ಯಕ್ರಮದಲ್ಲಿ ಗ್ರಾಮಸ್ಥರು ಹಾಗೂ ಅಧಿಕಾರಿಗಳು ಭಾಗವಹಿಸಿದ್ದರು. — [333, 361, 432, 421]
kaveri-subhead: ಸರ್ಕಾರಕ್ಕೆ ಒತ್ತಾಯ — [696, 752, 745, 761]
action-plan-photo — [434, 806, 634, 880]
cinema-cell: 4 ಪ್ರದರ್ಶನ — [746, 205, 768, 211]
cinema-cell: 2443544 — [679, 223, 705, 229]
cinema-cell: 2520494 — [679, 268, 705, 274]
missing-heading: ವ್ಯಕ್ತಿ ನಾಪತ್ತೆ — [710, 1006, 745, 1016]
cinema-cell: ಲಕ್ಷ್ಮೀ — [647, 331, 657, 337]
cinema-cell: 4 ಪ್ರದರ್ಶನ — [746, 259, 768, 265]
action-plan-caption: ಕೆ.ಆರ್.ನಗರ ತಾಲೂಕಿನ ಗ್ರಾಮ ಪಂಚಾಯಿತಿ ಸಭೆಯಲ್ಲಿ ಕ್ರಿಯಾ ಯೋಜನೆ ರಚಿಸಲಾಯಿತು. — [458, 881, 608, 887]
cinema-row — [645, 204, 770, 213]
cinema-cell: 4 ಪ್ರದರ್ಶನ — [746, 322, 768, 328]
cinema-cell: ವುಡ್ಲ್ಯಾಂಡ್ಸ್ — [647, 295, 667, 301]
pvr-title: ಪಿವಿಆರ್ ಸಿನಿಮಾಸ್ — [696, 628, 760, 639]
drc-box — [641, 392, 835, 508]
girija-text-2: ಕೆ.ಆರ್.ನಗರ, ಜು.1 — ಸಮಗ್ರ ಕೃಷಿ ಅಭಿವೃದ್ಧಿಗೆ ರೈತರಲ್ಲಿ ಜಾಗೃತಿ ಮೂಡಿಸುವ ಕೆಲಸವನ್ನು ಅಧಿಕಾರಿಗಳು ಮಾಡಬೇಕು ಎಂದು ಸಚಿವರು ಹೇಳಿದರು. ತಾಲೂಕಿನ ಗ್ರಾಮದಲ್ಲಿ ನಡೆದ ಕಾರ್ಯಕ್ರಮದಲ್ಲಿ ಮಾತನಾಡಿದ ಅವರು ರೈತರು ಆಧುನಿಕ ಕೃಷಿ ಪದ್ಧತಿಗಳನ್ನು ಅಳವಡಿಸಿಕೊಳ್ಳಬೇಕು ಎಂದು ಸಲಹೆ ನೀಡಿದರು. ಕಾರ್ಯಕ್ರಮದಲ್ಲಿ ಗ್ರಾಮಸ್ಥರು ಹಾಗೂ ಅಧಿಕಾರಿಗಳು ಭಾಗವಹಿಸಿದ್ದರು. — [121, 577, 315, 610]
cinema-cell: 2497199 — [679, 205, 705, 211]
cinema-cell: 2443886 — [679, 214, 705, 220]
cinema-cell: ಬಾಲಾಜಿ ಡಿಲಕ್ಸ್ — [647, 205, 676, 211]
pvr-shows: ಕೆ.ಆರ್.ನಗರ, ಜು.1 — ಸಮಗ್ರ ಕೃಷಿ ಅಭಿವೃದ್ಧಿಗೆ ರೈತರಲ್ಲಿ ಜಾಗೃತಿ ಮೂಡಿಸುವ ಕೆಲಸವನ್ನು ಅಧಿಕಾರಿಗಳು ಮಾಡಬೇಕು ಎಂದು ಸಚಿವರು ಹೇಳಿದರು. ತಾಲೂಕಿನ ಗ್ರಾಮದಲ್ಲಿ ನಡೆದ ಕಾರ್ಯಕ್ರಮದಲ್ಲಿ ಮಾತನಾಡಿದ ಅವರು ರೈತರು ಆಧುನಿಕ ಕೃಷಿ ಪದ್ಧತಿಗಳನ್ನು ಅಳವಡಿಸಿಕೊಳ್ಳಬೇಕು ಎಂದು ಸಲಹೆ ನೀಡಿದರು. ಕಾರ್ಯಕ್ರಮದಲ್ಲಿ ಗ್ರಾಮಸ್ಥರು ಹಾಗೂ ಅಧಿಕಾರಿಗಳು ಭಾಗವಹಿಸಿದ್ದರು. — [646, 648, 825, 681]
cinema-cell: ಲವ್ ಯು — [718, 277, 737, 283]
betta-text-2: ಕೆ.ಆರ್.ನಗರ, ಜು.1 — ಸಮಗ್ರ ಕೃಷಿ ಅಭಿವೃದ್ಧಿಗೆ ರೈತರಲ್ಲಿ ಜಾಗೃತಿ ಮೂಡಿಸುವ ಕೆಲಸವನ್ನು ಅಧಿಕಾರಿಗಳು ಮಾಡಬೇಕು ಎಂದು ಸಚಿವರು ಹೇಳಿದರು. ತಾಲೂಕಿನ ಗ್ರಾಮದಲ್ಲಿ ನಡೆದ ಕಾರ್ಯಕ್ರಮದಲ್ಲಿ ಮಾತನಾಡಿದ ಅವರು ರೈತರು ಆಧುನಿಕ ಕೃಷಿ ಪದ್ಧತಿಗಳನ್ನು ಅಳವಡಿಸಿಕೊಳ್ಳಬೇಕು ಎಂದು ಸಲಹೆ ನೀಡಿದರು. ಕಾರ್ಯಕ್ರಮದಲ್ಲಿ ಗ್ರಾಮಸ್ಥರು ಹಾಗೂ ಅಧಿಕಾರಿಗಳು ಭಾಗವಹಿಸಿದ್ದರು. — [434, 677, 532, 737]
obituary-text: ಕೆ.ಆರ್.ನಗರ, ಜು.1 — ಸಮಗ್ರ ಕೃಷಿ ಅಭಿವೃದ್ಧಿಗೆ ರೈತರಲ್ಲಿ ಜಾಗೃತಿ ಮೂಡಿಸುವ ಕೆಲಸವನ್ನು ಅಧಿಕಾರಿಗಳು ಮಾಡಬೇಕು ಎಂದು ಸಚಿವರು ಹೇಳಿದರು. ತಾಲೂಕಿನ ಗ್ರಾಮದಲ್ಲಿ ನಡೆದ ಕಾರ್ಯಕ್ರಮದಲ್ಲಿ ಮಾತನಾಡಿದ ಅವರು ರೈತರು ಆಧುನಿಕ ಕೃಷಿ ಪದ್ಧತಿಗಳನ್ನು ಅಳವಡಿಸಿಕೊಳ್ಳಬೇಕು ಎಂದು ಸಲಹೆ ನೀಡಿದರು. ಕಾರ್ಯಕ್ರಮದಲ್ಲಿ ಗ್ರಾಮಸ್ಥರು ಹಾಗೂ ಅಧಿಕಾರಿಗಳು ಭಾಗವಹಿಸಿದ್ದರು. — [641, 1125, 773, 1167]
